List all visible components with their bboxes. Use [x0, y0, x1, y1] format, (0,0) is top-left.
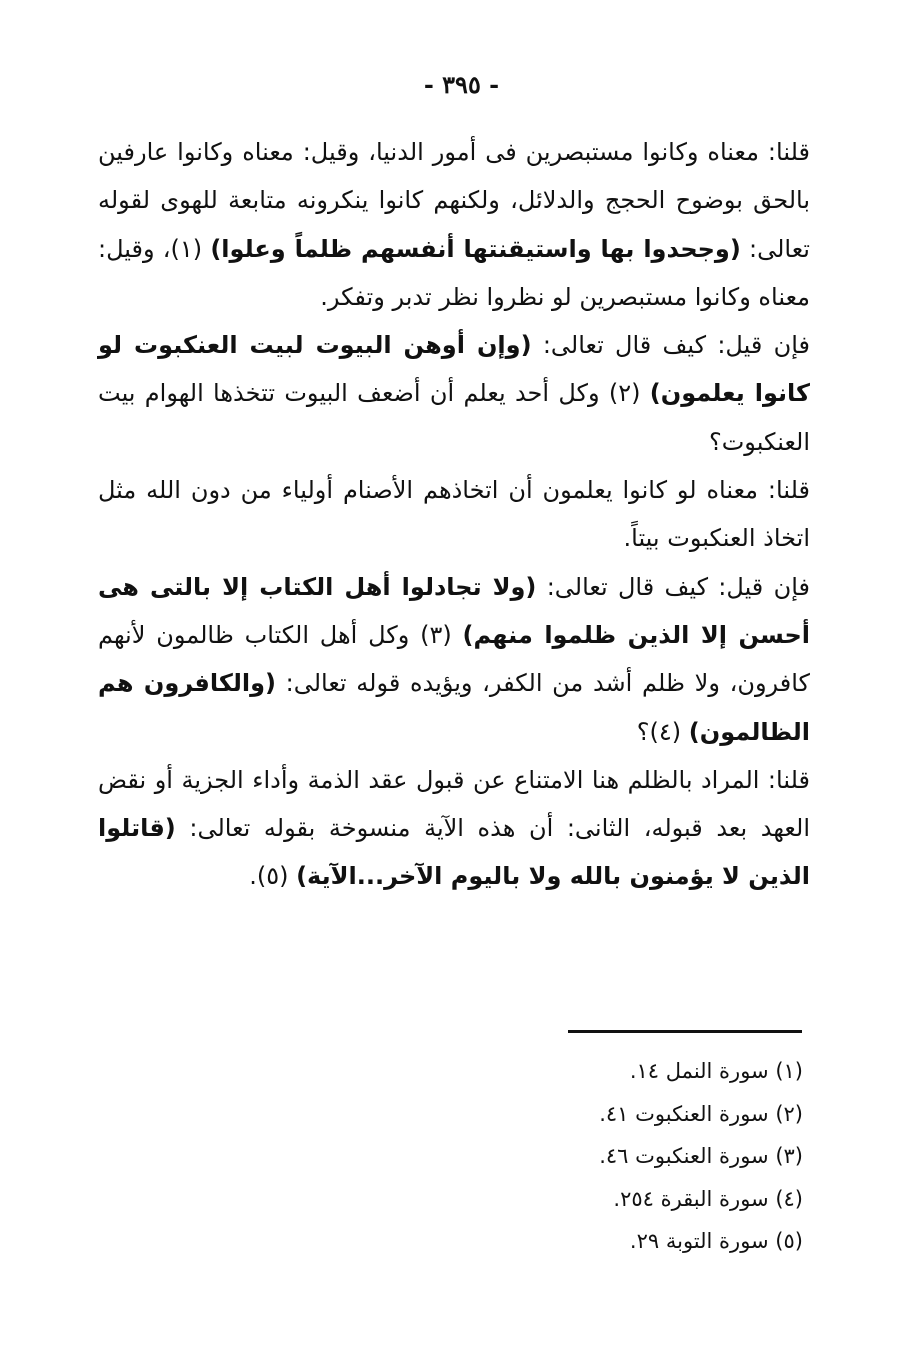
- paragraph-text: (١)، وقيل: معناه وكانوا مستبصرين لو نظروا نظر تدبر وتفكر.: [98, 234, 810, 311]
- quran-verse: (والكافرون هم الظالمون): [98, 669, 810, 746]
- paragraph-3: [98, 466, 810, 563]
- quran-verse: (وجحدوا بها واستيقنتها أنفسهم ظلماً وعلوا): [210, 234, 741, 263]
- paragraph-4: [98, 563, 810, 756]
- quran-verse: (ولا تجادلوا أهل الكتاب إلا بالتى هى أحسن إلا الذين ظلموا منهم): [98, 572, 811, 649]
- footnotes-list: [403, 1050, 803, 1263]
- paragraph-text: فإن قيل: كيف قال تعالى:: [531, 331, 810, 360]
- paragraph-1: [98, 128, 810, 321]
- quran-verse: (وإن أوهن البيوت لبيت العنكبوت لو كانوا يعلمون): [98, 331, 810, 408]
- footnote: (١) سورة النمل ١٤.: [629, 1059, 803, 1083]
- footnote: (٢) سورة العنكبوت ٤١.: [599, 1101, 803, 1126]
- paragraph-2: [98, 321, 810, 466]
- footnote: (٥) سورة التوبة ٢٩.: [629, 1229, 803, 1253]
- footnote-separator: [568, 1030, 802, 1033]
- page-number: - ٣٩٥ -: [423, 70, 500, 99]
- footnote: (٣) سورة العنكبوت ٤٦.: [599, 1144, 803, 1168]
- paragraph-text: قلنا: معناه وكانوا مستبصرين فى أمور الدنيا، وقيل: معناه وكانوا عارفين بالحق بوضوح الحجج والدلائل، ولكنهم كانوا ينكرونه متابعة للهوى لقوله تعالى:: [98, 138, 810, 263]
- quran-verse: (قاتلوا الذين لا يؤمنون بالله ولا باليوم الآخر...الآية): [98, 814, 810, 891]
- paragraph-5: [98, 756, 810, 901]
- paragraph-text: (٤)؟: [636, 717, 689, 746]
- paragraph-text: (٢) وكل أحد يعلم أن أضعف البيوت تتخذها الهوام بيت العنكبوت؟: [98, 379, 810, 456]
- body-text: [98, 128, 810, 901]
- paragraph-text: قلنا: معناه لو كانوا يعلمون أن اتخاذهم الأصنام أولياء من دون الله مثل اتخاذ العنكبوت بيتاً.: [98, 476, 810, 553]
- paragraph-text: (٣) وكل أهل الكتاب ظالمون لأنهم كافرون، ولا ظلم أشد من الكفر، ويؤيده قوله تعالى:: [98, 620, 810, 698]
- footnote: (٤) سورة البقرة ٢٥٤.: [613, 1186, 803, 1211]
- paragraph-text: فإن قيل: كيف قال تعالى:: [536, 572, 810, 601]
- paragraph-text: (٥).: [249, 862, 297, 891]
- paragraph-text: قلنا: المراد بالظلم هنا الامتناع عن قبول عقد الذمة وأداء الجزية أو نقض العهد بعد قبوله، الثانى: أن هذه الآية منسوخة بقوله تعالى:: [98, 765, 810, 843]
